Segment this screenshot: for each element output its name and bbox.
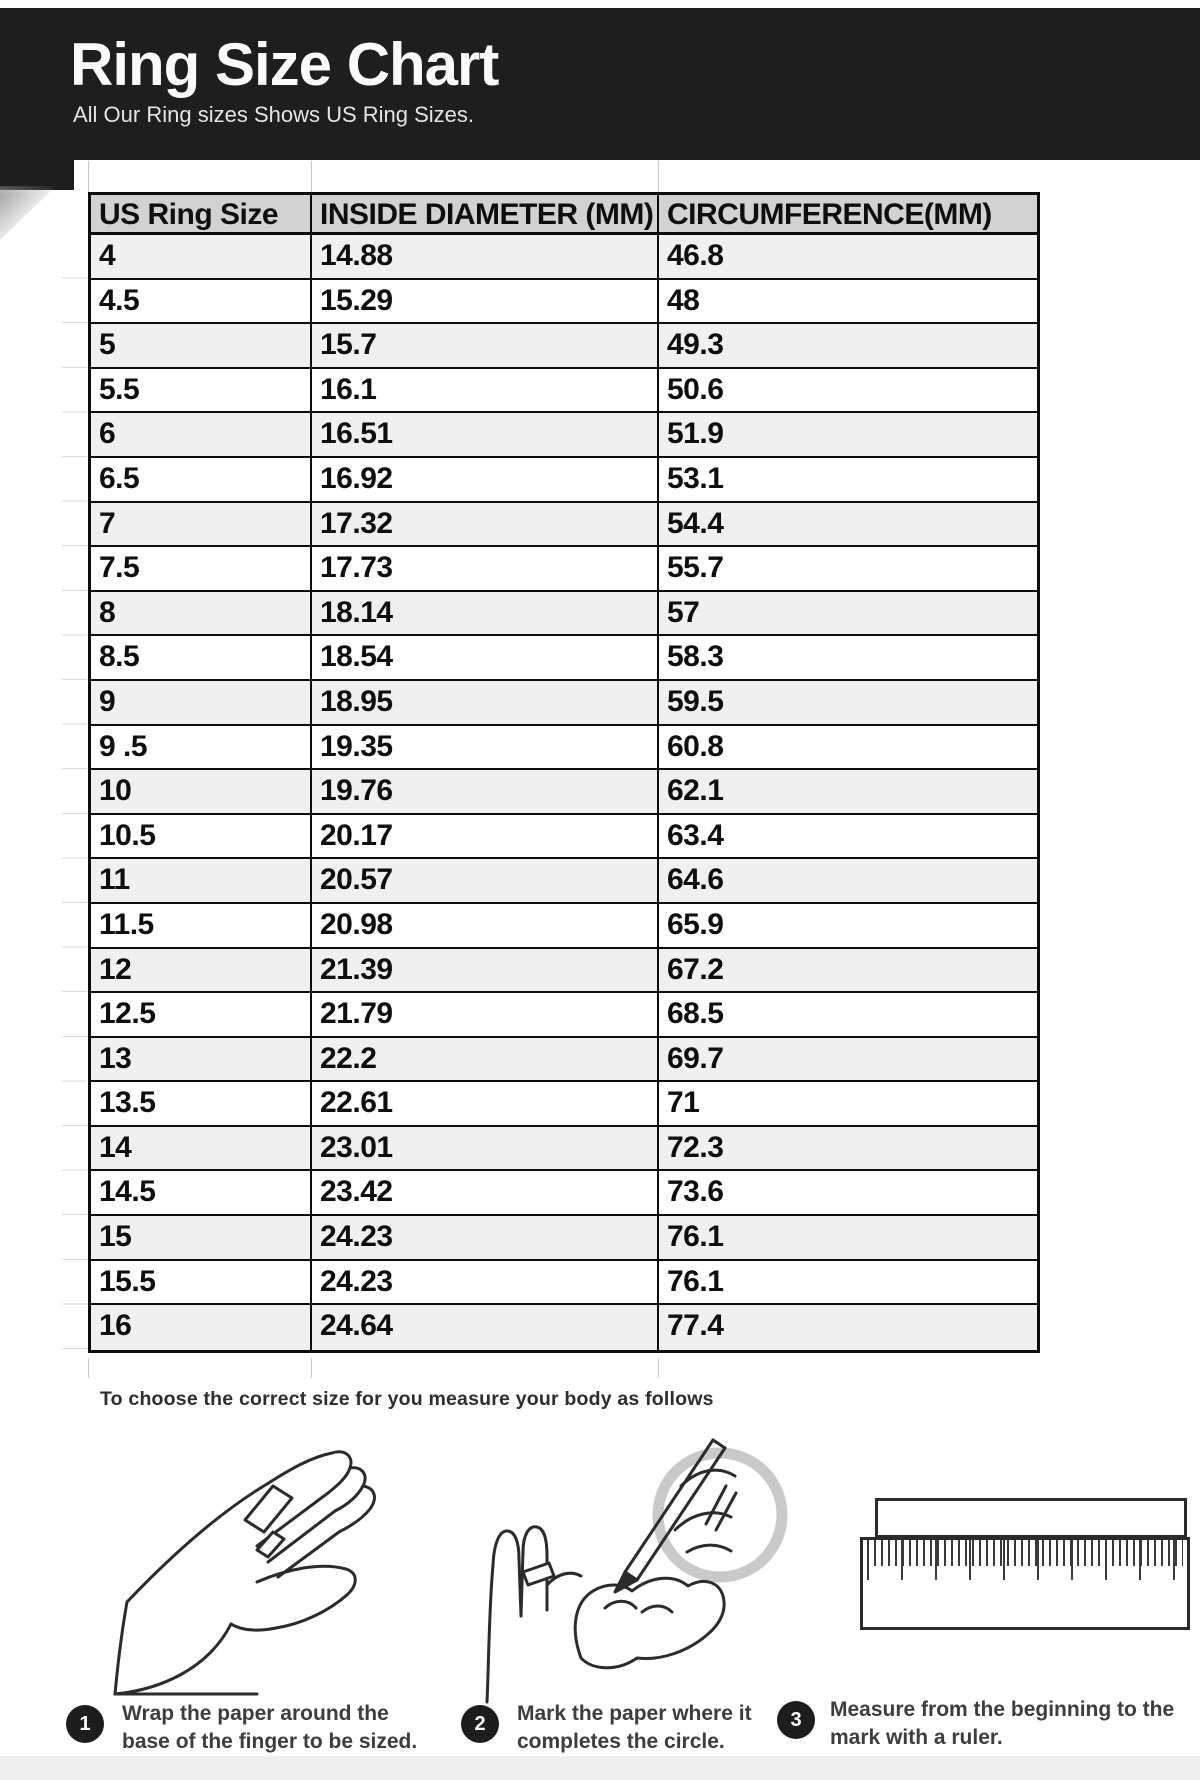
table-cell: 22.2 <box>312 1038 659 1083</box>
table-cell: 5.5 <box>91 369 312 414</box>
table-cell: 16 <box>91 1305 312 1350</box>
step-2-text: Mark the paper where it completes the circle. <box>517 1702 752 1753</box>
table-cell: 53.1 <box>659 458 1037 503</box>
table-cell: 17.73 <box>312 547 659 592</box>
table-cell: 14 <box>91 1127 312 1172</box>
column-header-us-ring-size: US Ring Size <box>91 195 312 235</box>
ring-size-table <box>88 192 1040 1353</box>
table-row <box>91 592 1037 637</box>
hand-with-paper-wrap-icon <box>105 1440 445 1715</box>
table-row <box>91 1127 1037 1172</box>
table-cell: 21.39 <box>312 949 659 994</box>
table-row <box>91 815 1037 860</box>
table-row <box>91 324 1037 369</box>
table-row <box>91 904 1037 949</box>
table-cell: 16.92 <box>312 458 659 503</box>
table-cell: 20.57 <box>312 859 659 904</box>
table-cell: 9 .5 <box>91 726 312 771</box>
table-cell: 46.8 <box>659 235 1037 280</box>
table-cell: 5 <box>91 324 312 369</box>
footer-band <box>0 1756 1200 1780</box>
table-cell: 69.7 <box>659 1038 1037 1083</box>
table-cell: 48 <box>659 280 1037 325</box>
table-row <box>91 681 1037 726</box>
table-row <box>91 1171 1037 1216</box>
table-cell: 63.4 <box>659 815 1037 860</box>
table-cell: 21.79 <box>312 993 659 1038</box>
table-cell: 14.88 <box>312 235 659 280</box>
table-cell: 4 <box>91 235 312 280</box>
table-cell: 23.42 <box>312 1171 659 1216</box>
table-cell: 57 <box>659 592 1037 637</box>
table-cell: 15.29 <box>312 280 659 325</box>
step-3-badge: 3 <box>777 1701 815 1739</box>
table-cell: 7 <box>91 503 312 548</box>
table-cell: 23.01 <box>312 1127 659 1172</box>
table-cell: 72.3 <box>659 1127 1037 1172</box>
table-cell: 19.35 <box>312 726 659 771</box>
page-title: Ring Size Chart <box>70 31 499 98</box>
ruler-icon <box>860 1537 1190 1630</box>
table-cell: 67.2 <box>659 949 1037 994</box>
gridline-artifact <box>658 161 659 192</box>
table-cell: 76.1 <box>659 1261 1037 1306</box>
gridline-artifact <box>311 1358 312 1378</box>
table-body <box>91 235 1037 1350</box>
table-cell: 19.76 <box>312 770 659 815</box>
table-cell: 49.3 <box>659 324 1037 369</box>
step-1-text: Wrap the paper around the base of the finger to be sized. <box>122 1702 418 1753</box>
table-header <box>91 195 1037 235</box>
hand-marking-with-pencil-icon <box>475 1420 805 1710</box>
paper-strip <box>875 1498 1187 1538</box>
column-header-inside-diameter: INSIDE DIAMETER (MM) <box>312 195 659 235</box>
table-cell: 10.5 <box>91 815 312 860</box>
table-cell: 59.5 <box>659 681 1037 726</box>
instructions-heading: To choose the correct size for you measure your body as follows <box>100 1388 714 1410</box>
table-cell: 24.23 <box>312 1216 659 1261</box>
table-cell: 51.9 <box>659 413 1037 458</box>
table-row <box>91 1082 1037 1127</box>
table-cell: 54.4 <box>659 503 1037 548</box>
table-cell: 55.7 <box>659 547 1037 592</box>
table-cell: 24.23 <box>312 1261 659 1306</box>
table-cell: 62.1 <box>659 770 1037 815</box>
table-row <box>91 503 1037 548</box>
ruler-tick-marks <box>867 1540 1183 1580</box>
table-cell: 65.9 <box>659 904 1037 949</box>
table-cell: 73.6 <box>659 1171 1037 1216</box>
table-row <box>91 1216 1037 1261</box>
table-row <box>91 413 1037 458</box>
table-cell: 8 <box>91 592 312 637</box>
gridline-artifact <box>311 161 312 192</box>
table-cell: 15 <box>91 1216 312 1261</box>
table-row <box>91 1261 1037 1306</box>
table-cell: 20.98 <box>312 904 659 949</box>
table-cell: 18.54 <box>312 636 659 681</box>
gridline-artifact <box>658 1358 659 1378</box>
table-cell: 15.7 <box>312 324 659 369</box>
table-cell: 18.95 <box>312 681 659 726</box>
table-cell: 8.5 <box>91 636 312 681</box>
table-cell: 12.5 <box>91 993 312 1038</box>
table-cell: 20.17 <box>312 815 659 860</box>
step-1-badge: 1 <box>66 1705 104 1743</box>
table-row <box>91 280 1037 325</box>
table-cell: 13 <box>91 1038 312 1083</box>
table-row <box>91 993 1037 1038</box>
banner-corner-notch <box>0 160 74 190</box>
row-gridline-ticks <box>62 234 87 1356</box>
table-row <box>91 458 1037 503</box>
table-cell: 22.61 <box>312 1082 659 1127</box>
banner-corner-shadow <box>0 186 56 248</box>
gridline-artifact <box>88 1358 89 1378</box>
table-row <box>91 1038 1037 1083</box>
column-header-circumference: CIRCUMFERENCE(MM) <box>659 195 1037 235</box>
table-row <box>91 726 1037 771</box>
table-cell: 6 <box>91 413 312 458</box>
table-row <box>91 235 1037 280</box>
table-cell: 76.1 <box>659 1216 1037 1261</box>
table-cell: 68.5 <box>659 993 1037 1038</box>
table-row <box>91 369 1037 414</box>
table-cell: 17.32 <box>312 503 659 548</box>
table-cell: 58.3 <box>659 636 1037 681</box>
table-row <box>91 1305 1037 1350</box>
table-cell: 11.5 <box>91 904 312 949</box>
table-row <box>91 949 1037 994</box>
table-cell: 18.14 <box>312 592 659 637</box>
table-cell: 7.5 <box>91 547 312 592</box>
table-row <box>91 770 1037 815</box>
table-cell: 16.51 <box>312 413 659 458</box>
table-cell: 15.5 <box>91 1261 312 1306</box>
table-cell: 14.5 <box>91 1171 312 1216</box>
table-cell: 77.4 <box>659 1305 1037 1350</box>
table-cell: 16.1 <box>312 369 659 414</box>
table-row <box>91 636 1037 681</box>
table-cell: 12 <box>91 949 312 994</box>
table-row <box>91 547 1037 592</box>
table-cell: 71 <box>659 1082 1037 1127</box>
table-cell: 60.8 <box>659 726 1037 771</box>
table-cell: 50.6 <box>659 369 1037 414</box>
step-3-text: Measure from the beginning to the mark with a ruler. <box>830 1698 1175 1749</box>
table-row <box>91 859 1037 904</box>
table-cell: 24.64 <box>312 1305 659 1350</box>
table-cell: 4.5 <box>91 280 312 325</box>
table-cell: 9 <box>91 681 312 726</box>
table-cell: 11 <box>91 859 312 904</box>
table-cell: 64.6 <box>659 859 1037 904</box>
gridline-artifact <box>88 161 89 192</box>
table-cell: 13.5 <box>91 1082 312 1127</box>
table-cell: 10 <box>91 770 312 815</box>
table-cell: 6.5 <box>91 458 312 503</box>
page-subtitle: All Our Ring sizes Shows US Ring Sizes. <box>73 102 475 127</box>
step-2-badge: 2 <box>461 1705 499 1743</box>
